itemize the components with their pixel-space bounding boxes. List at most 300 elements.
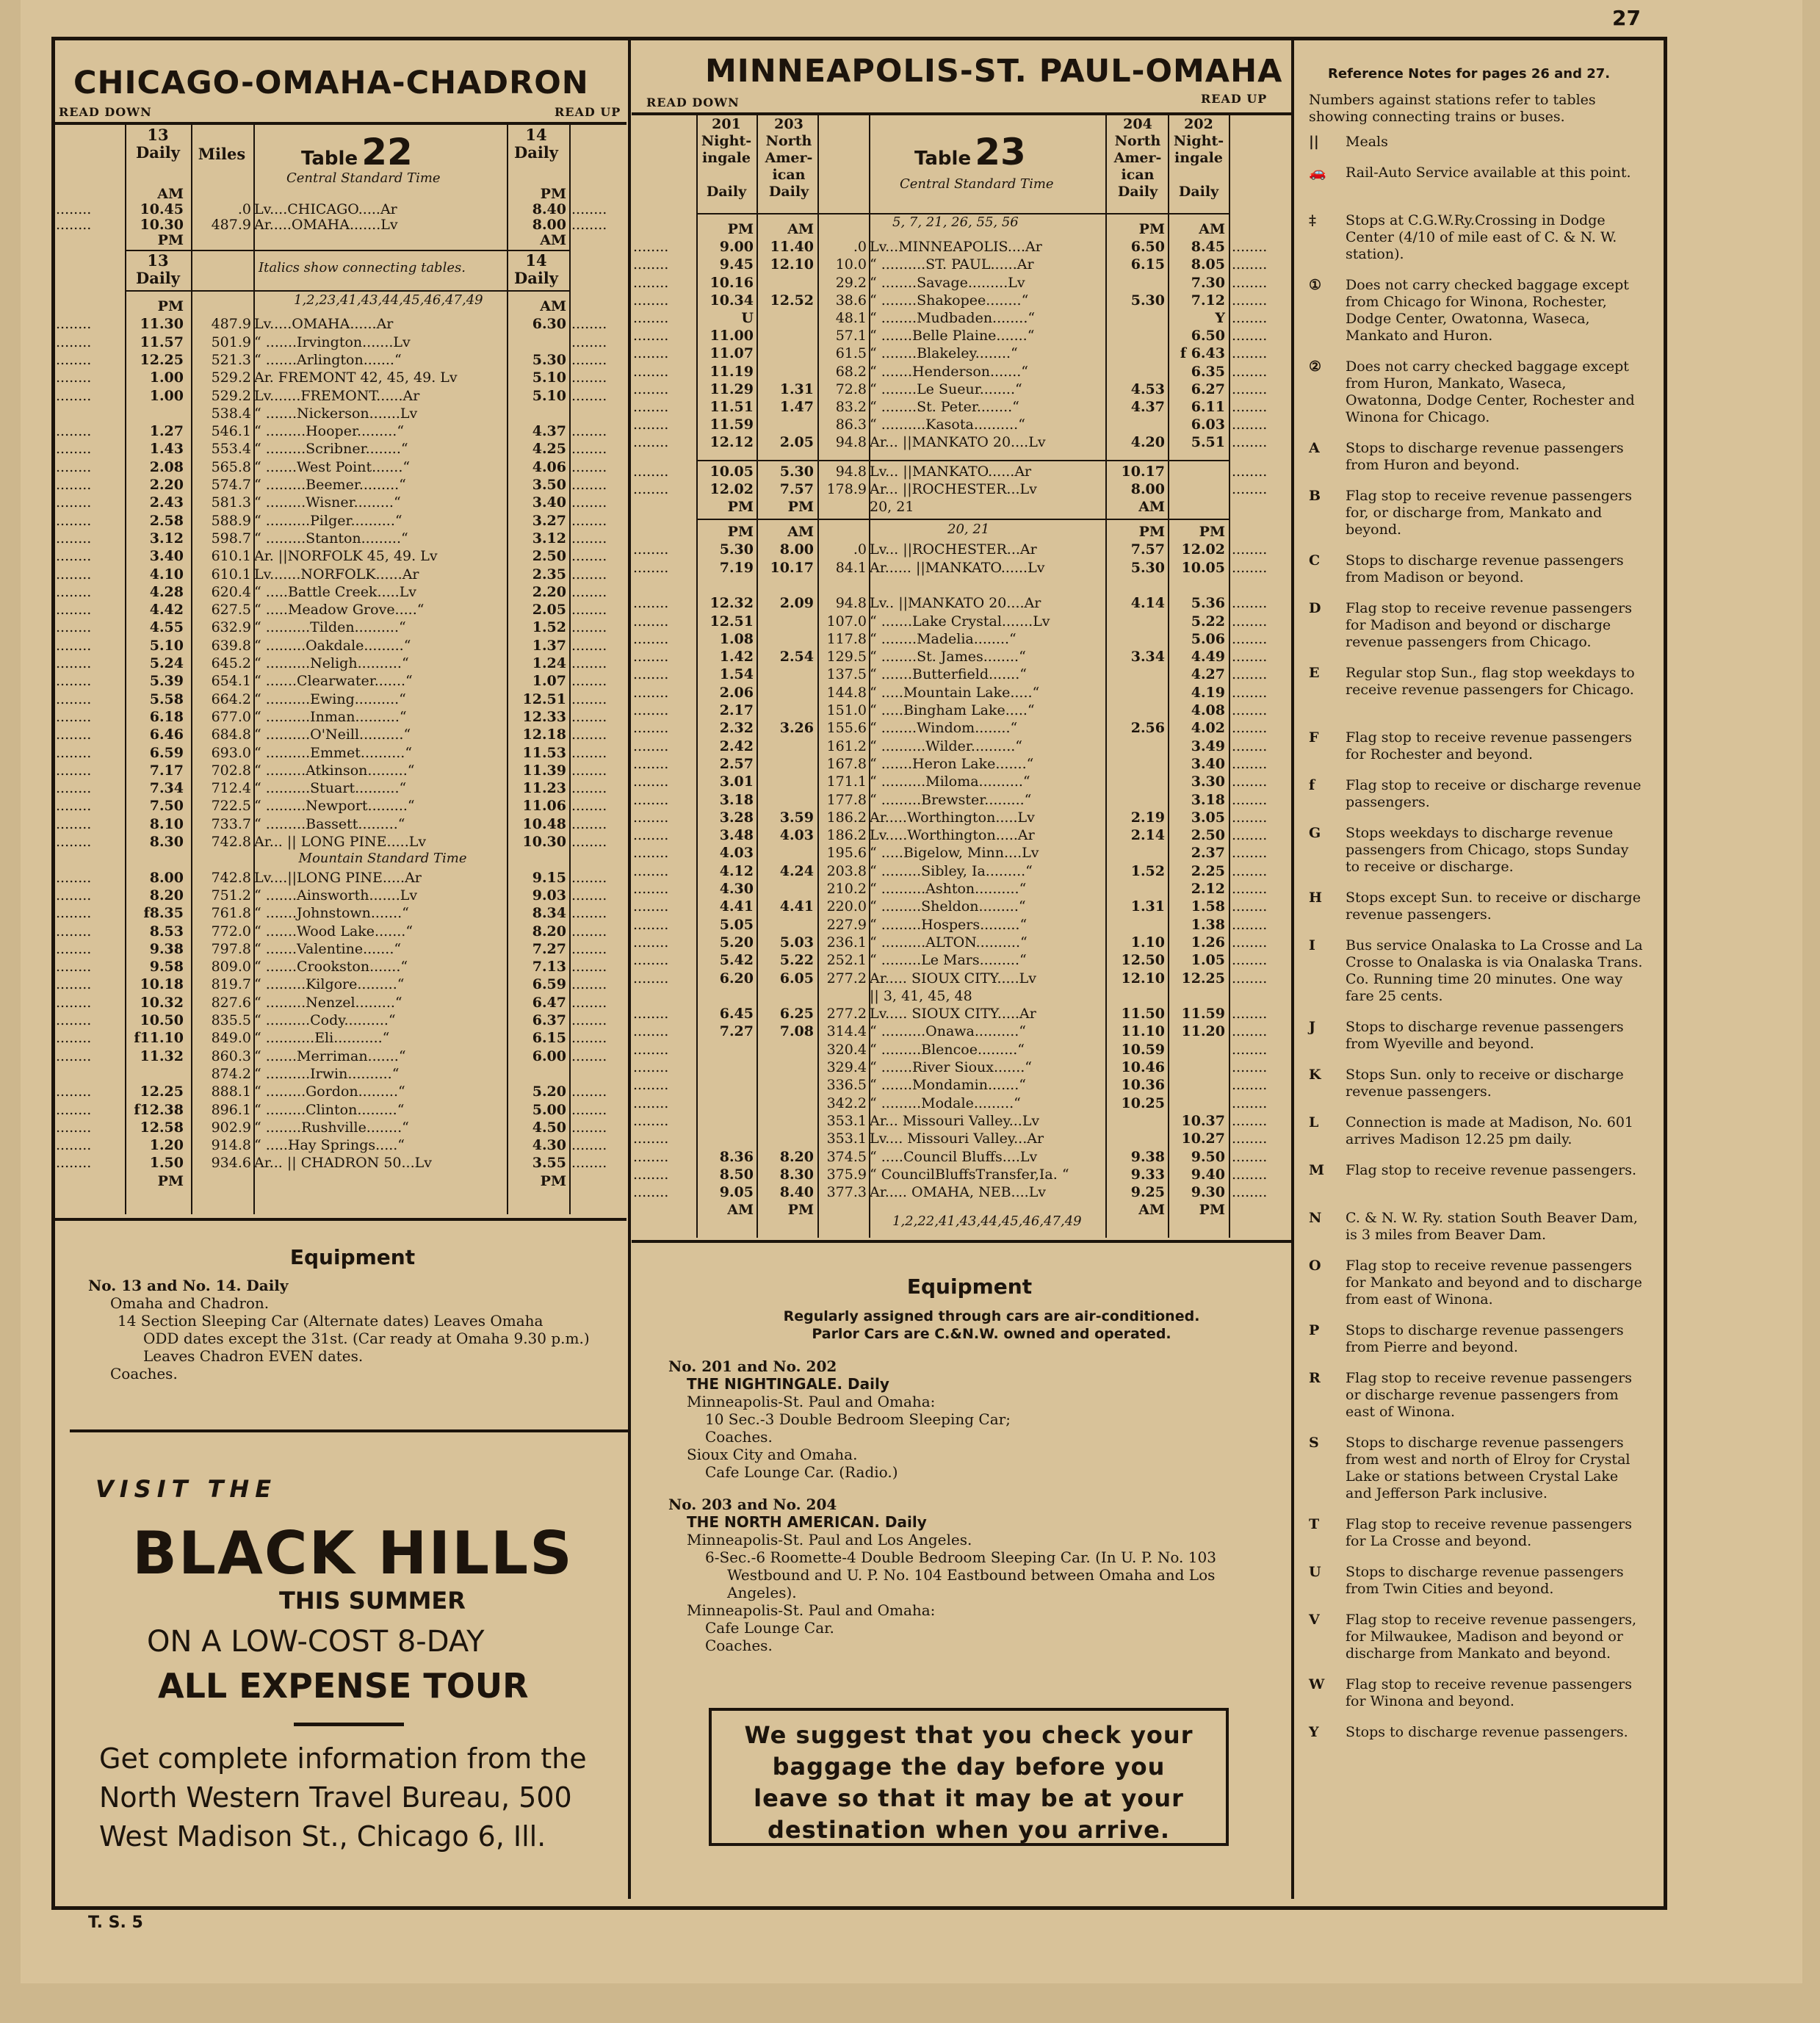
leader-dots: ........ bbox=[56, 458, 92, 475]
leader-dots: ........ bbox=[571, 637, 607, 654]
miles: 277.2 bbox=[826, 1006, 867, 1023]
leader-dots: ........ bbox=[633, 399, 669, 415]
train-202-time: 11.20 bbox=[1181, 1023, 1225, 1040]
station: “ .........Beemer.........“ bbox=[254, 477, 406, 493]
miles: 645.2 bbox=[211, 655, 251, 671]
leader-dots: ........ bbox=[633, 1077, 669, 1094]
miles: 772.0 bbox=[211, 923, 251, 940]
baggage-notice-line: baggage the day before you bbox=[772, 1753, 1166, 1781]
leader-dots: ........ bbox=[1232, 1095, 1268, 1111]
miles: 742.8 bbox=[211, 869, 251, 886]
train-14-time: 3.27 bbox=[532, 512, 566, 529]
leader-dots: ........ bbox=[633, 239, 669, 256]
note-key: ‡ bbox=[1309, 212, 1316, 228]
station: Lv.....Worthington.....Ar bbox=[870, 827, 1035, 844]
equipment-line: No. 13 and No. 14. Daily bbox=[88, 1277, 289, 1294]
note-text: Stops to discharge revenue passengers from Twin Cities and beyond. bbox=[1346, 1564, 1624, 1597]
leader-dots: ........ bbox=[571, 351, 607, 368]
train-202-time: 9.50 bbox=[1191, 1148, 1225, 1165]
leader-dots: ........ bbox=[633, 1041, 669, 1058]
note-key: O bbox=[1309, 1258, 1321, 1274]
train-14-time: 5.10 bbox=[532, 387, 566, 404]
station: “ ..........Kasota..........“ bbox=[870, 416, 1025, 433]
leader-dots: ........ bbox=[56, 602, 92, 619]
miles: 639.8 bbox=[211, 637, 251, 654]
leader-dots: ........ bbox=[633, 845, 669, 862]
leader-dots: ........ bbox=[633, 1059, 669, 1075]
leader-dots: ........ bbox=[56, 1030, 92, 1047]
train-13-time: 8.10 bbox=[149, 815, 184, 832]
train-14-time: 3.50 bbox=[532, 477, 566, 493]
train-201-time: 10.05 bbox=[709, 464, 754, 480]
miles: 849.0 bbox=[211, 1030, 251, 1047]
train-13-time: 8.20 bbox=[149, 887, 184, 904]
reference-note bbox=[1309, 1724, 1647, 1741]
leader-dots: ........ bbox=[56, 726, 92, 743]
leader-dots: ........ bbox=[1232, 684, 1268, 701]
train-13-time: 11.57 bbox=[140, 333, 184, 350]
leader-dots: ........ bbox=[571, 566, 607, 583]
leader-dots: ........ bbox=[633, 345, 669, 362]
train-202-time: 2.37 bbox=[1191, 845, 1225, 862]
miles: 320.4 bbox=[826, 1041, 867, 1058]
leader-dots: ........ bbox=[1232, 1184, 1268, 1201]
leader-dots: ........ bbox=[633, 292, 669, 309]
miles: 693.0 bbox=[211, 744, 251, 761]
equipment-line: 14 Section Sleeping Car (Alternate dates) Leaves Omaha bbox=[118, 1312, 544, 1330]
station: Ar. FREMONT 42, 45, 49. Lv bbox=[254, 369, 458, 386]
leader-dots: ........ bbox=[1232, 862, 1268, 879]
train-204-time: 1.31 bbox=[1130, 898, 1165, 915]
miles: 487.9 bbox=[211, 316, 251, 333]
train-202-time: 8.45 bbox=[1191, 239, 1225, 256]
station: “ .........Wisner.........“ bbox=[254, 494, 401, 511]
station: “ ..........Pilger..........“ bbox=[254, 512, 402, 529]
train-202-time: 6.11 bbox=[1191, 399, 1225, 415]
train-13-time: 6.46 bbox=[149, 726, 184, 743]
miles: 620.4 bbox=[211, 583, 251, 600]
miles: 487.9 bbox=[211, 217, 251, 233]
train-204-time: 4.37 bbox=[1130, 399, 1165, 415]
station: “ .......Henderson.......“ bbox=[870, 363, 1028, 380]
connecting-tables: 1,2,23,41,43,44,45,46,47,49 bbox=[294, 292, 483, 308]
leader-dots: ........ bbox=[571, 762, 607, 779]
train-13-time: 9.58 bbox=[149, 959, 184, 976]
station: Lv.... Missouri Valley...Ar bbox=[870, 1130, 1044, 1147]
train-203-time: AM bbox=[787, 221, 814, 237]
leader-dots: ........ bbox=[571, 583, 607, 600]
train-202-time: 8.05 bbox=[1191, 256, 1225, 273]
leader-dots: ........ bbox=[633, 934, 669, 951]
leader-dots: ........ bbox=[633, 898, 669, 915]
note-text: Stops to discharge revenue passengers from Madison or beyond. bbox=[1346, 552, 1624, 585]
leader-dots: ........ bbox=[571, 602, 607, 619]
station: “ .......Johnstown.......“ bbox=[254, 905, 409, 922]
note-text: Stops Sun. only to receive or discharge revenue passengers. bbox=[1346, 1067, 1624, 1100]
station: “ ..........O'Neill..........“ bbox=[254, 726, 411, 743]
leader-dots: ........ bbox=[571, 369, 607, 386]
baggage-notice bbox=[712, 1711, 1226, 1855]
train-14-time: 6.15 bbox=[532, 1030, 566, 1047]
station: “ .......West Point.......“ bbox=[254, 458, 411, 475]
leader-dots: ........ bbox=[1232, 559, 1268, 576]
equipment-line: Angeles). bbox=[727, 1584, 797, 1601]
station: “ ........Windom........“ bbox=[870, 720, 1018, 737]
equipment-line: Cafe Lounge Car. bbox=[705, 1619, 834, 1637]
train-14-time: 1.24 bbox=[532, 655, 566, 671]
leader-dots: ........ bbox=[56, 387, 92, 404]
note-key: W bbox=[1309, 1676, 1325, 1692]
train-13-time: 6.59 bbox=[149, 744, 184, 761]
leader-dots: ........ bbox=[1232, 774, 1268, 790]
col-rule bbox=[1229, 114, 1230, 1238]
leader-dots: ........ bbox=[633, 256, 669, 273]
leader-dots: ........ bbox=[633, 1130, 669, 1147]
station: “ .....Meadow Grove.....“ bbox=[254, 602, 425, 619]
train-13-time: 1.43 bbox=[149, 441, 184, 458]
miles: 529.2 bbox=[211, 387, 251, 404]
station: Lv....||LONG PINE.....Ar bbox=[254, 869, 422, 886]
train-202-time: Y bbox=[1215, 310, 1225, 326]
leader-dots: ........ bbox=[633, 862, 669, 879]
note-key: I bbox=[1309, 937, 1315, 953]
note-text: Flag stop to receive revenue passengers for Mankato and beyond and to discharge from east of Winona. bbox=[1346, 1258, 1642, 1308]
miles: 722.5 bbox=[211, 798, 251, 815]
leader-dots: ........ bbox=[56, 815, 92, 832]
note-text: Stops except Sun. to receive or discharge revenue passengers. bbox=[1346, 890, 1641, 923]
station: “ .......River Sioux.......“ bbox=[870, 1059, 1032, 1075]
leader-dots: ........ bbox=[571, 959, 607, 976]
train-203-time: 4.41 bbox=[779, 898, 814, 915]
reference-note bbox=[1309, 890, 1647, 923]
note-text: Stops to discharge revenue passengers. bbox=[1346, 1724, 1628, 1740]
train-14-time: 12.51 bbox=[522, 690, 566, 707]
leader-dots: ........ bbox=[571, 1137, 607, 1154]
train-201-time: 2.06 bbox=[719, 684, 754, 701]
leader-dots: ........ bbox=[571, 655, 607, 671]
reference-note bbox=[1309, 212, 1647, 263]
train-201-time: PM bbox=[727, 499, 754, 515]
leader-dots: ........ bbox=[1232, 630, 1268, 647]
station: “ .........Gordon.........“ bbox=[254, 1083, 405, 1100]
train-202-time: 1.05 bbox=[1191, 952, 1225, 969]
leader-dots: ........ bbox=[1232, 649, 1268, 666]
train-13-time: 1.27 bbox=[149, 423, 184, 440]
train-204-time: 12.10 bbox=[1121, 970, 1165, 987]
leader-dots: ........ bbox=[571, 1012, 607, 1028]
table23-equipment bbox=[668, 1357, 1285, 1654]
leader-dots: ........ bbox=[56, 869, 92, 886]
train-14-time: 3.12 bbox=[532, 530, 566, 547]
station: || 3, 41, 45, 48 bbox=[870, 987, 972, 1004]
train-13-time: 2.43 bbox=[149, 494, 184, 511]
leader-dots: ........ bbox=[633, 1148, 669, 1165]
train-201-time: 3.18 bbox=[719, 791, 754, 808]
station: “ ........Le Sueur........“ bbox=[870, 381, 1022, 397]
train-14-time: 6.00 bbox=[532, 1047, 566, 1064]
reference-note bbox=[1309, 165, 1647, 181]
train-13-time: 12.25 bbox=[140, 1083, 184, 1100]
train-202-time: 1.26 bbox=[1191, 934, 1225, 951]
station: Ar..... SIOUX CITY.....Lv bbox=[870, 970, 1036, 987]
train-201-time: 9.45 bbox=[719, 256, 754, 273]
train-204-time: 4.53 bbox=[1130, 381, 1165, 397]
train-202-time: 2.12 bbox=[1191, 881, 1225, 897]
train-201-time: 5.20 bbox=[719, 934, 754, 951]
table22-title: CHICAGO-OMAHA-CHADRON bbox=[73, 65, 589, 101]
note-key: M bbox=[1309, 1162, 1325, 1178]
leader-dots: ........ bbox=[571, 316, 607, 333]
train-203-time: 12.10 bbox=[770, 256, 814, 273]
leader-dots: ........ bbox=[1232, 970, 1268, 987]
train-14-time: PM bbox=[540, 1172, 566, 1189]
note-key: ① bbox=[1309, 277, 1322, 293]
miles: 277.2 bbox=[826, 970, 867, 987]
miles: 860.3 bbox=[211, 1047, 251, 1064]
train-13-time: 2.58 bbox=[149, 512, 184, 529]
leader-dots: ........ bbox=[1232, 1023, 1268, 1040]
reference-note bbox=[1309, 440, 1647, 474]
reference-note bbox=[1309, 488, 1647, 538]
leader-dots: ........ bbox=[571, 619, 607, 636]
miles: 598.7 bbox=[211, 530, 251, 547]
station: “ .......Lake Crystal.......Lv bbox=[870, 613, 1050, 630]
station: “ .........Hooper.........“ bbox=[254, 423, 405, 440]
train-14-time: 5.10 bbox=[532, 369, 566, 386]
leader-dots: ........ bbox=[633, 755, 669, 772]
train-13-time: 8.00 bbox=[149, 869, 184, 886]
leader-dots: ........ bbox=[1232, 755, 1268, 772]
train-201-time: 4.12 bbox=[719, 862, 754, 879]
column-divider bbox=[628, 40, 631, 1899]
train-203-time: 12.52 bbox=[770, 292, 814, 309]
train-14-time: AM bbox=[540, 298, 566, 314]
miles: 377.3 bbox=[826, 1184, 867, 1201]
leader-dots: ........ bbox=[571, 923, 607, 940]
leader-dots: ........ bbox=[571, 726, 607, 743]
equipment-line: Minneapolis-St. Paul and Omaha: bbox=[687, 1601, 936, 1619]
reference-note bbox=[1309, 1258, 1647, 1308]
equipment-line: THE NIGHTINGALE. Daily bbox=[687, 1375, 889, 1393]
station: “ ........St. Peter........“ bbox=[870, 399, 1019, 415]
equipment-line: ODD dates except the 31st. (Car ready at Omaha 9.30 p.m.) bbox=[143, 1330, 590, 1347]
miles: 521.3 bbox=[211, 351, 251, 368]
miles: 751.2 bbox=[211, 887, 251, 904]
reference-note bbox=[1309, 1210, 1647, 1244]
train-203-time: 2.54 bbox=[779, 649, 814, 666]
train-201-time: 5.05 bbox=[719, 916, 754, 933]
leader-dots: ........ bbox=[56, 655, 92, 671]
note-text: Flag stop to receive revenue passengers. bbox=[1346, 1162, 1637, 1178]
leader-dots: ........ bbox=[1232, 952, 1268, 969]
leader-dots: ........ bbox=[56, 351, 92, 368]
note-text: Stops at C.G.W.Ry.Crossing in Dodge Center (4/10 of mile east of C. & N. W. station). bbox=[1346, 212, 1617, 262]
train-13-time: 10.18 bbox=[140, 976, 184, 993]
station: “ .........Atkinson.........“ bbox=[254, 762, 415, 779]
train-13-time: 11.32 bbox=[140, 1047, 184, 1064]
miles: 236.1 bbox=[826, 934, 867, 951]
equipment-line: No. 203 and No. 204 bbox=[668, 1496, 837, 1513]
leader-dots: ........ bbox=[633, 970, 669, 987]
leader-dots: ........ bbox=[1232, 381, 1268, 397]
train-14-time: 11.53 bbox=[522, 744, 566, 761]
train-14-time: 7.27 bbox=[532, 940, 566, 957]
miles: 553.4 bbox=[211, 441, 251, 458]
station: “ .........Nenzel.........“ bbox=[254, 994, 402, 1011]
train-202-time: AM bbox=[1199, 221, 1225, 237]
reference-note bbox=[1309, 277, 1647, 345]
miles: 353.1 bbox=[826, 1112, 867, 1129]
leader-dots: ........ bbox=[633, 464, 669, 480]
train-14-time: 4.50 bbox=[532, 1119, 566, 1136]
train-201-time: 3.28 bbox=[719, 809, 754, 826]
miles: 195.6 bbox=[826, 845, 867, 862]
station: “ .......Ainsworth.......Lv bbox=[254, 887, 418, 904]
station: “ ........Rushville........“ bbox=[254, 1119, 409, 1136]
station: Ar... ||ROCHESTER...Lv bbox=[870, 481, 1037, 497]
train-14-time: 11.23 bbox=[522, 780, 566, 797]
train-201-time: AM bbox=[727, 1202, 754, 1219]
station: “ ..........Emmet..........“ bbox=[254, 744, 413, 761]
leader-dots: ........ bbox=[571, 333, 607, 350]
train-202-time: PM bbox=[1199, 1202, 1225, 1219]
note-text: Stops to discharge revenue passengers from Pierre and beyond. bbox=[1346, 1322, 1624, 1355]
train-201-time: 12.51 bbox=[709, 613, 754, 630]
train-202-time: 10.37 bbox=[1181, 1112, 1225, 1129]
note-text: Flag stop to receive revenue passengers for Winona and beyond. bbox=[1346, 1676, 1633, 1709]
miles: 809.0 bbox=[211, 959, 251, 976]
station: “ ..........ALTON..........“ bbox=[870, 934, 1028, 951]
train-202-header: 202 Night-ingale Daily bbox=[1173, 116, 1224, 200]
train-203-time: 2.09 bbox=[779, 595, 814, 612]
train-204-time: 6.15 bbox=[1130, 256, 1165, 273]
italics-note: Italics show connecting tables. bbox=[259, 260, 466, 275]
leader-dots: ........ bbox=[1232, 310, 1268, 326]
equipment-note-1: Regularly assigned through cars are air-conditioned. bbox=[783, 1308, 1200, 1324]
note-key: C bbox=[1309, 552, 1321, 569]
baggage-notice-box bbox=[709, 1708, 1229, 1846]
equipment-line: Leaves Chadron EVEN dates. bbox=[143, 1347, 364, 1365]
equipment-line bbox=[668, 1481, 1285, 1496]
station: Lv... ||MANKATO......Ar bbox=[870, 464, 1032, 480]
leader-dots: ........ bbox=[56, 316, 92, 333]
note-text: Flag stop to receive revenue passengers, for Milwaukee, Madison and beyond or discharge from Mankato and beyond. bbox=[1346, 1612, 1637, 1662]
leader-dots: ........ bbox=[571, 1030, 607, 1047]
train-201-time: 9.05 bbox=[719, 1184, 754, 1201]
note-key: ② bbox=[1309, 358, 1322, 375]
reference-note bbox=[1309, 1612, 1647, 1662]
leader-dots: ........ bbox=[571, 994, 607, 1011]
train-204-time: PM bbox=[1138, 524, 1165, 540]
train-203-time: 8.00 bbox=[779, 541, 814, 558]
train-13-time: 10.30 bbox=[140, 217, 184, 233]
train-14-time: 10.30 bbox=[522, 834, 566, 850]
leader-dots: ........ bbox=[1232, 434, 1268, 451]
train-13-time: 7.50 bbox=[149, 798, 184, 815]
station: “ .......Butterfield.......“ bbox=[870, 666, 1027, 683]
leader-dots: ........ bbox=[1232, 1148, 1268, 1165]
miles: 94.8 bbox=[835, 434, 867, 451]
station: “ .......Merriman.......“ bbox=[254, 1047, 406, 1064]
leader-dots: ........ bbox=[571, 494, 607, 511]
train-201-header: 201 Night-ingale Daily bbox=[701, 116, 752, 200]
miles: 581.3 bbox=[211, 494, 251, 511]
table22-equipment bbox=[88, 1277, 617, 1382]
rule bbox=[55, 122, 626, 125]
train-202-time: 7.30 bbox=[1191, 274, 1225, 291]
miles: 934.6 bbox=[211, 1155, 251, 1172]
leader-dots: ........ bbox=[633, 791, 669, 808]
train-13-time: PM bbox=[157, 298, 184, 314]
train-14-time: 9.03 bbox=[532, 887, 566, 904]
leader-dots: ........ bbox=[1232, 1166, 1268, 1183]
miles: .0 bbox=[853, 541, 867, 558]
leader-dots: ........ bbox=[1232, 328, 1268, 345]
equipment-line: Westbound and U. P. No. 104 Eastbound between Omaha and Los bbox=[727, 1566, 1216, 1584]
leader-dots: ........ bbox=[571, 1101, 607, 1118]
note-key: 🚗 bbox=[1309, 165, 1326, 181]
miles: 29.2 bbox=[835, 274, 867, 291]
train-202-time: 10.05 bbox=[1181, 559, 1225, 576]
miles: 86.3 bbox=[835, 416, 867, 433]
leader-dots: ........ bbox=[1232, 881, 1268, 897]
miles: 664.2 bbox=[211, 690, 251, 707]
note-key: B bbox=[1309, 488, 1321, 504]
leader-dots: ........ bbox=[1232, 239, 1268, 256]
train-204-time: 9.25 bbox=[1130, 1184, 1165, 1201]
leader-dots: ........ bbox=[1232, 1130, 1268, 1147]
station: Ar. ||NORFOLK 45, 49. Lv bbox=[254, 548, 438, 565]
rule bbox=[70, 1429, 628, 1432]
train-204-time: PM bbox=[1138, 221, 1165, 237]
train-204-time: 12.50 bbox=[1121, 952, 1165, 969]
reference-note bbox=[1309, 1435, 1647, 1502]
station: “ .........Scribner........“ bbox=[254, 441, 408, 458]
station: “ ..........Onawa..........“ bbox=[870, 1023, 1026, 1040]
train-202-time: f 6.43 bbox=[1180, 345, 1225, 362]
station: Lv...MINNEAPOLIS....Ar bbox=[870, 239, 1042, 256]
read-down-label: READ DOWN bbox=[646, 95, 740, 109]
miles: 314.4 bbox=[826, 1023, 867, 1040]
leader-dots: ........ bbox=[1232, 791, 1268, 808]
station: “ .........Oakdale.........“ bbox=[254, 637, 411, 654]
ad-black-hills: BLACK HILLS bbox=[132, 1519, 574, 1587]
leader-dots: ........ bbox=[56, 369, 92, 386]
leader-dots: ........ bbox=[571, 530, 607, 547]
read-down-label: READ DOWN bbox=[59, 105, 152, 119]
leader-dots: ........ bbox=[633, 310, 669, 326]
leader-dots: ........ bbox=[1232, 345, 1268, 362]
leader-dots: ........ bbox=[56, 333, 92, 350]
connecting-tables: 1,2,22,41,43,44,45,46,47,49 bbox=[892, 1214, 1082, 1229]
station: “ ........Blakeley........“ bbox=[870, 345, 1018, 362]
train-14-time: 12.33 bbox=[522, 708, 566, 725]
miles: 588.9 bbox=[211, 512, 251, 529]
leader-dots: ........ bbox=[571, 548, 607, 565]
miles: 83.2 bbox=[835, 399, 867, 415]
reference-note bbox=[1309, 1370, 1647, 1421]
train-202-time: 4.08 bbox=[1191, 702, 1225, 718]
notes-intro: Numbers against stations refer to tables showing connecting trains or buses. bbox=[1309, 92, 1596, 125]
miles: 171.1 bbox=[826, 774, 867, 790]
miles: 353.1 bbox=[826, 1130, 867, 1147]
note-key: S bbox=[1309, 1435, 1319, 1451]
ad-all-expense: ALL EXPENSE TOUR bbox=[158, 1666, 529, 1706]
train-202-time: 1.38 bbox=[1191, 916, 1225, 933]
train-201-time: 5.30 bbox=[719, 541, 754, 558]
miles: 94.8 bbox=[835, 595, 867, 612]
train-13-header: 13 Daily bbox=[136, 251, 180, 287]
